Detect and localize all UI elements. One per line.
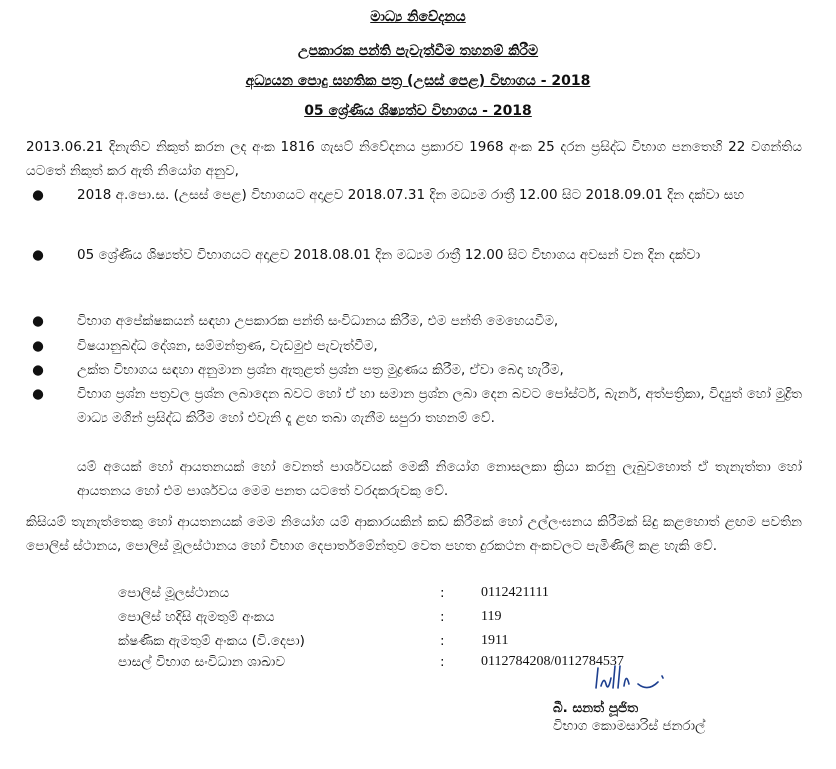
contact-separator: : <box>440 585 445 601</box>
contact-row <box>0 607 836 627</box>
bullet-icon: ● <box>32 362 44 378</box>
notice-heading: මාධ්‍ය නිවේදනය <box>370 9 466 25</box>
bullet-icon: ● <box>32 187 44 203</box>
signature-icon <box>592 662 674 698</box>
list-item: ● විභාග ප්‍රශ්න පත්‍රවල ප්‍රශ්න ලබාදෙන බවට හෝ ඒ හා සමාන ප්‍රශ්න ලබා දෙන බවට පෝස්ටර්, බැනර්, අත්පත්‍රිකා, විද්‍යුත් හෝ මුද්‍රිත මාධ්‍ය මගින් ප්‍රසිද්ධ කිරීම හෝ එවැනි දෑ ළඟ තබා ගැනීම සපුරා තහනම් වේ. <box>30 382 802 430</box>
bullet-icon: ● <box>32 313 44 329</box>
contact-row <box>0 652 836 672</box>
bullet-icon: ● <box>32 247 44 263</box>
list-item: ● 05 ශ්‍රේණිය ශිෂ්‍යත්ව විභාගයට අදාළව 2018.08.01 දින මධ්‍යම රාත්‍රී 12.00 සිට විභාගය අවසන් වන දින දක්වා <box>30 243 802 267</box>
contact-label: පොලිස් හදිසි ඇමතුම් අංකය <box>118 609 275 625</box>
exam-name-al: අධ්‍යයන පොදු සහතික පත්‍ර (උසස් පෙළ) විභාගය - 2018 <box>245 73 591 89</box>
bullet-icon: ● <box>32 338 44 354</box>
signatory-name: බී. සනත් පූජිත <box>553 700 639 716</box>
notice-subject: උපකාරක පන්ති පැවැත්වීම තහනම් කිරීම <box>297 43 539 59</box>
contact-label: පාසල් විභාග සංවිධාන ශාඛාව <box>118 654 286 670</box>
list-item: ● උක්ත විභාගය සඳහා අනුමාන ප්‍රශ්න ඇතුළත් ප්‍රශ්න පත්‍ර මුද්‍රණය කිරීම, ඒවා බෙදා හැරීම, <box>30 358 802 382</box>
bullet-icon: ● <box>32 386 44 402</box>
contact-number: 0112784208/0112784537 <box>481 654 624 669</box>
contact-separator: : <box>440 609 445 625</box>
contact-separator: : <box>440 654 445 670</box>
contact-number: 1911 <box>481 633 509 648</box>
warning-paragraph: යම් අයෙක් හෝ ආයතනයක් හෝ වෙනත් පාර්ශවයක් මෙකී නියෝග නොසලකා ක්‍රියා කරනු ලැබුවහොත් ඒ තැනැත්තා හෝ ආයතනය හෝ එම පාර්ශවය මෙම පනත යටතේ වරදකරුවකු වේ. <box>77 459 802 499</box>
contact-separator: : <box>440 633 445 649</box>
intro-paragraph: 2013.06.21 දිනැතිව නිකුත් කරන ලද අංක 1816 ගැසට් නිවේදනය ප්‍රකාරව 1968 අංක 25 දරන ප්‍රසිද්ධ විභාග පනතෙහි 22 වගන්තිය යටතේ නිකුත් කර ඇති නියෝග අනුව, <box>26 139 802 179</box>
contact-row <box>0 631 836 651</box>
signatory-title: විභාග කොමසාරිස් ජනරාල් <box>553 718 706 734</box>
list-item: ● විෂයානුබද්ධ දේශන, සම්මන්ත්‍රණ, වැඩමුළු පැවැත්වීම, <box>30 334 802 358</box>
exam-name-scholarship: 05 ශ්‍රේණිය ශිෂ්‍යත්ව විභාගය - 2018 <box>304 103 532 119</box>
list-item: ● විභාග අපේක්ෂකයන් සඳහා උපකාරක පන්ති සංවිධානය කිරීම, එම පන්ති මෙහෙයවීම, <box>30 309 802 333</box>
complaint-paragraph: කිසියම් තැනැත්තෙකු හෝ ආයතනයක් මෙම නියෝග යම් ආකාරයකින් කඩ කිරීමක් හෝ උල්ලංඝනය කිරීමක් සිදු කළහොත් ළඟම පවතින පොලිස් ස්ථානය, පොලිස් මූලස්ථානය හෝ විභාග දෙපාර්තමේන්තුව වෙත පහත දුරකථන අංකවලට පැමිණිලි කළ හැකි වේ. <box>26 514 802 554</box>
contact-label: පොලිස් මූලස්ථානය <box>118 585 230 601</box>
contact-label: ක්ෂණික ඇමතුම් අංකය (වි.දෙපා) <box>118 633 305 649</box>
contact-row <box>0 583 836 603</box>
contact-number: 0112421111 <box>481 585 549 600</box>
list-item: ● 2018 අ.පො.ස. (උසස් පෙළ) විභාගයට අදාළව 2018.07.31 දින මධ්‍යම රාත්‍රී 12.00 සිට 2018.09.01 දින දක්වා සහ <box>30 183 802 207</box>
contact-number: 119 <box>481 609 502 624</box>
